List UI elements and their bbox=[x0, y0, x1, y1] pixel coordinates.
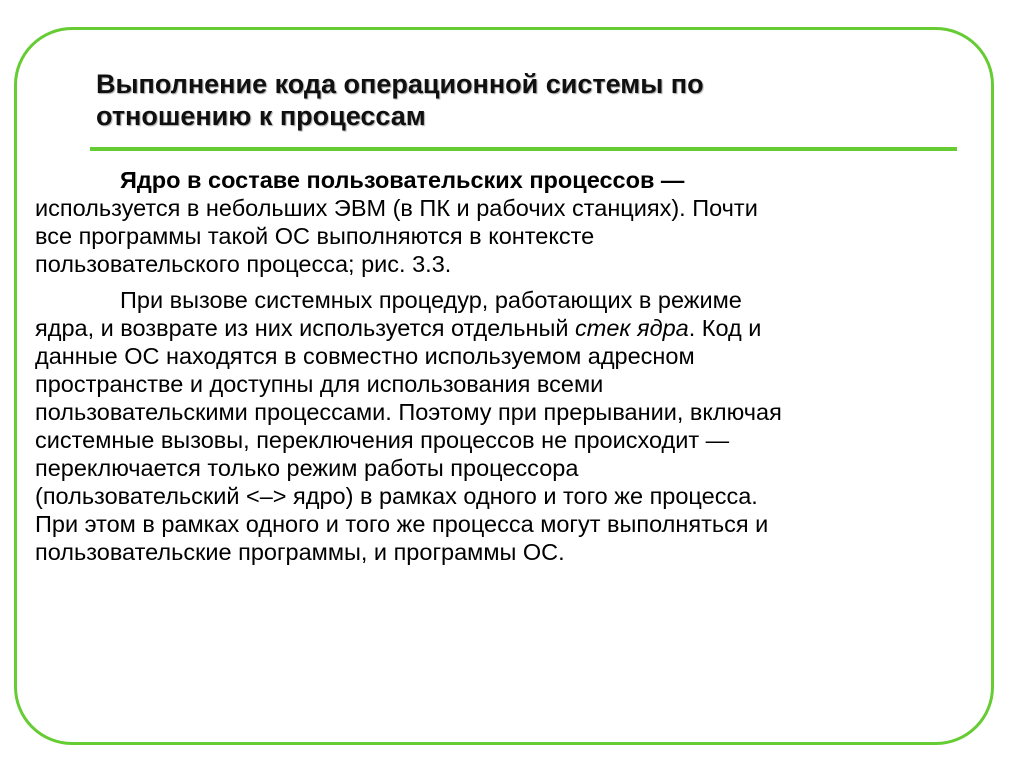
paragraph-system-calls bbox=[35, 286, 955, 566]
paragraph2-line: пространстве и доступны для использования всеми bbox=[35, 371, 604, 397]
paragraph-kernel-in-user-processes bbox=[35, 166, 955, 278]
paragraph2-line: пользовательские программы, и программы ОС. bbox=[35, 539, 565, 565]
paragraph2-line: системные вызовы, переключения процессов не происходит — bbox=[35, 427, 730, 453]
paragraph1-line: используется в небольших ЭВМ (в ПК и рабочих станциях). Почти bbox=[35, 195, 758, 221]
paragraph2-line: переключается только режим работы процессора bbox=[35, 455, 579, 481]
paragraph1-line: пользовательского процесса; рис. 3.3. bbox=[35, 251, 452, 277]
paragraph2-line: (пользовательский <–> ядро) в рамках одного и того же процесса. bbox=[35, 483, 758, 509]
kernel-stack-term: стек ядра bbox=[575, 315, 689, 341]
paragraph2-line: При вызове системных процедур, работающих в режиме bbox=[120, 287, 742, 313]
title-line-2: отношению к процессам bbox=[96, 101, 426, 131]
paragraph1-line: все программы такой ОС выполняются в контексте bbox=[35, 223, 595, 249]
paragraph2-text: . Код и bbox=[688, 315, 762, 341]
title-line-1: Выполнение кода операционной системы по bbox=[96, 69, 704, 99]
paragraph2-text: ядра, и возврате из них используется отдельный bbox=[35, 315, 576, 341]
paragraph2-line: При этом в рамках одного и того же процесса могут выполняться и bbox=[35, 511, 769, 537]
paragraph2-line-with-term bbox=[35, 314, 955, 342]
paragraph2-line: данные ОС находятся в совместно используемом адресном bbox=[35, 343, 695, 369]
slide-title bbox=[96, 68, 916, 132]
slide-body bbox=[35, 166, 955, 574]
paragraph1-lead: Ядро в составе пользовательских процессов — bbox=[120, 167, 685, 193]
title-divider bbox=[90, 147, 957, 151]
paragraph2-line: пользовательскими процессами. Поэтому при прерывании, включая bbox=[35, 399, 782, 425]
